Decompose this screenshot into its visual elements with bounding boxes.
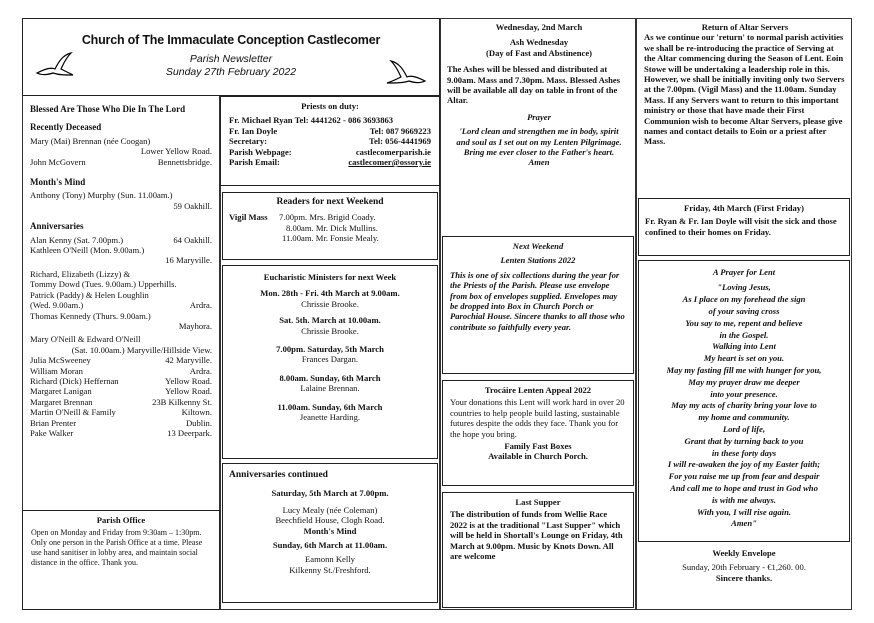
em-slot: Sat. 5th. March at 10.00am. xyxy=(279,315,381,326)
prayer-line: of your saving cross xyxy=(708,306,780,316)
anniversary-place: 16 Maryville. xyxy=(165,255,212,266)
anniversary-name: Brian Prenter xyxy=(30,417,77,428)
em-slot: 8.00am. Sunday, 6th March xyxy=(279,372,381,383)
ash-wednesday-section xyxy=(447,22,631,168)
anniversaries-continued-box xyxy=(222,463,438,603)
last-supper-text: The distribution of funds from Wellie Race 2022 is at the traditional "Last Supper" which will be held in Shortall's Lounge on Friday, 4th March at 9.00pm. Music by Knots Down. All are welcome xyxy=(450,509,623,562)
prayer-line: You say to me, repent and believe xyxy=(685,317,803,328)
anniversary-place: Yellow Road. xyxy=(165,386,212,397)
em-minister: Chrissie Brooke. xyxy=(301,325,359,336)
trocaire-text: Your donations this Lent will work hard in over 20 countries to help people build lasting, sustainable futures despite the odds they face. Thank you for the hope you bring. xyxy=(450,397,625,439)
priest-contact: Fr. Michael Ryan Tel: 4441262 - 086 3693863 xyxy=(229,115,394,126)
vigil-mass-label: Vigil Mass xyxy=(229,212,268,223)
fast-boxes-location: Available in Church Porch. xyxy=(488,451,588,462)
months-mind-name: Anthony (Tony) Murphy (Sun. 11.00am.) xyxy=(30,190,173,201)
email-label: Parish Email: xyxy=(229,157,280,168)
prayer-line: in the Gospel. xyxy=(719,329,769,340)
blessed-heading: Blessed Are Those Who Die In The Lord xyxy=(30,104,186,114)
parish-office-text: Open on Monday and Friday from 9:30am – 1:30pm. Only one person in the Parish Office at a time. Please use hand sanitiser in lobby area, and maintain social distance in the office. Thank you. xyxy=(31,528,203,568)
anniversary-slot: Sunday, 6th March at 11.00am. xyxy=(272,540,388,551)
newsletter-header xyxy=(22,18,440,96)
anniversary-place: Kilkenny St./Freshford. xyxy=(289,564,371,575)
prayer-line: My heart is set on you. xyxy=(703,353,785,364)
newsletter-date: Sunday 27th February 2022 xyxy=(165,66,297,78)
first-friday-heading: Friday, 4th March (First Friday) xyxy=(684,203,804,213)
dove-icon-right xyxy=(383,59,427,89)
last-supper-box xyxy=(442,492,634,608)
secretary-label: Secretary: xyxy=(229,136,268,147)
weekly-envelope-section xyxy=(640,548,848,583)
anniversaries-continued-heading: Anniversaries continued xyxy=(229,470,328,480)
anniversary-name: Margaret Brennan xyxy=(30,396,93,407)
reader-3: 11.00am. Mr. Fonsie Mealy. xyxy=(282,233,379,244)
anniversary-name: Mary O'Neill & Edward O'Neill xyxy=(30,334,141,345)
anniversary-place: Ardra. xyxy=(189,365,212,376)
anniversary-name: Eamonn Kelly xyxy=(305,554,355,565)
weekly-envelope-amount: Sunday, 20th February - €1,260. 00. xyxy=(682,562,806,573)
anniversary-name: Kathleen O'Neill (Mon. 9.00am.) xyxy=(30,245,145,256)
anniversary-place: 13 Deerpark. xyxy=(167,427,212,438)
family-fast-boxes: Family Fast Boxes xyxy=(504,441,572,452)
prayer-line: And call me to hope and trust in God who xyxy=(670,482,818,493)
em-heading: Eucharistic Ministers for next Week xyxy=(263,272,397,282)
anniversary-place: 23B Kilkenny St. xyxy=(152,396,212,407)
anniversary-name: (Wed. 9.00am.) xyxy=(30,300,84,311)
secretary-phone: Tel: 056-4441969 xyxy=(369,136,431,147)
em-slot: Mon. 28th - Fri. 4th March at 9.00am. xyxy=(260,288,400,299)
deceased-place: Bennettsbridge. xyxy=(157,156,212,167)
anniversary-name: Alan Kenny (Sat. 7.00pm.) xyxy=(30,234,124,245)
prayer-line: in these forty days xyxy=(711,447,777,458)
anniversary-name: (Sat. 10.00am.) Maryville/Hillside View. xyxy=(71,344,212,355)
lent-prayer-box xyxy=(638,260,850,542)
next-weekend-box xyxy=(442,236,634,374)
months-mind-heading: Month's Mind xyxy=(30,177,86,188)
prayer-line: With you, I will rise again. xyxy=(697,506,791,517)
ash-wednesday-title: Ash Wednesday xyxy=(509,37,569,48)
weekly-envelope-heading: Weekly Envelope xyxy=(712,548,776,558)
deceased-name: Mary (Mai) Brennan (née Coogan) xyxy=(30,135,151,146)
first-friday-text: Fr. Ryan & Fr. Ian Doyle will visit the sick and those confined to their homes on Friday. xyxy=(645,216,837,237)
priests-box xyxy=(220,96,440,186)
prayer-heading: Prayer xyxy=(527,111,551,122)
anniversary-name: Lucy Mealy (née Coleman) xyxy=(282,504,378,515)
anniversaries-heading: Anniversaries xyxy=(30,221,84,232)
ash-text: The Ashes will be blessed and distributed at 9.00am. Mass and 7.30pm. Mass. Blessed Ashes will be available all day on table in front of the Altar. xyxy=(447,64,621,106)
prayer-line: "Loving Jesus, xyxy=(717,282,771,293)
recently-deceased-heading: Recently Deceased xyxy=(30,122,102,133)
lenten-stations-title: Lenten Stations 2022 xyxy=(500,255,576,266)
em-slot: 11.00am. Sunday, 6th March xyxy=(277,401,383,412)
anniversary-place: Ardra. xyxy=(189,300,212,311)
anniversary-name: Tommy Dowd (Tues. 9.00am.) Upperhills. xyxy=(30,279,177,290)
priest-name: Fr. Ian Doyle xyxy=(229,125,278,136)
readers-box xyxy=(222,192,438,260)
webpage-link[interactable]: castlecomerparish.ie xyxy=(355,146,431,157)
weekly-envelope-thanks: Sincere thanks. xyxy=(715,572,773,583)
anniversary-name: Patrick (Paddy) & Helen Loughlin xyxy=(30,289,149,300)
priest-phone: Tel: 087 9669223 xyxy=(369,125,431,136)
months-mind-heading: Month's Mind xyxy=(303,525,357,536)
prayer-line: May my fasting fill me with hunger for you, xyxy=(666,364,822,375)
lent-prayer-lines xyxy=(643,282,845,530)
anniversary-name: Julia McSweeney xyxy=(30,355,91,366)
anniversary-place: 64 Oakhill. xyxy=(173,234,212,245)
ash-date: Wednesday, 2nd March xyxy=(495,22,583,32)
anniversary-place: 42 Maryville. xyxy=(165,355,212,366)
altar-servers-heading: Return of Altar Servers xyxy=(701,22,789,32)
months-mind-place: 59 Oakhill. xyxy=(173,200,212,211)
em-slot: 7.00pm. Saturday, 5th March xyxy=(276,344,384,355)
first-friday-box xyxy=(638,198,850,256)
parish-office-box xyxy=(22,510,220,610)
deceased-section xyxy=(30,104,212,438)
prayer-line: As I place on my forehead the sign xyxy=(682,294,806,305)
anniversary-name: William Moran xyxy=(30,365,83,376)
prayer-line: Walking into Lent xyxy=(712,341,776,352)
dove-icon xyxy=(35,51,75,81)
prayer-line: Amen" xyxy=(731,518,757,529)
church-title: Church of The Immaculate Conception Castlecomer xyxy=(81,33,381,47)
priests-heading: Priests on duty: xyxy=(301,101,359,111)
parish-office-heading: Parish Office xyxy=(96,515,146,525)
ash-fast-note: (Day of Fast and Abstinence) xyxy=(486,47,592,58)
em-minister: Frances Dargan. xyxy=(301,354,359,365)
deceased-place: Lower Yellow Road. xyxy=(140,146,212,157)
prayer-text: 'Lord clean and strengthen me in body, spirit and soul as I set out on my Lenten Pilgrimage. Bring me ever closer to the Father's heart. Amen xyxy=(456,126,622,168)
prayer-line: May my prayer draw me deeper xyxy=(688,376,800,387)
reader-1: 7.00pm. Mrs. Brigid Coady. xyxy=(279,212,376,223)
prayer-line: May my acts of charity bring your love to xyxy=(671,400,817,411)
em-minister: Chrissie Brooke. xyxy=(301,298,359,309)
lent-prayer-heading: A Prayer for Lent xyxy=(712,267,776,277)
webpage-label: Parish Webpage: xyxy=(229,146,292,157)
newsletter-subtitle: Parish Newsletter xyxy=(189,53,273,65)
anniversary-place: Beechfield House, Clogh Road. xyxy=(275,515,385,526)
altar-servers-text: As we continue our 'return' to normal parish activities we shall be re-introducing the practice of Serving at the Altar commencing during the Season of Lent. Eoin Stowe will be undertaking a leadership role in this. However, we shall be initially inviting only two Servers at the 7.00pm. (Vigil Mass) and the 11.00am. Sunday Mass. If any Servers want to return to this important ministry or those that have made their First Communion wish to become Altar Servers, please give names and contact details to Eoin or a priest after Mass. xyxy=(644,32,845,147)
anniversary-name: Richard, Elizabeth (Lizzy) & xyxy=(30,268,131,279)
last-supper-heading: Last Supper xyxy=(515,497,561,507)
prayer-line: into your presence. xyxy=(710,388,778,399)
eucharistic-ministers-box xyxy=(222,265,438,459)
anniversary-place: Dublin. xyxy=(185,417,212,428)
next-weekend-heading: Next Weekend xyxy=(512,241,564,251)
em-minister: Jeanette Harding. xyxy=(299,412,361,423)
anniversary-place: Kiltown. xyxy=(181,407,212,418)
prayer-line: Grant that by turning back to you xyxy=(684,435,804,446)
email-link[interactable]: castlecomer@ossory.ie xyxy=(348,157,431,168)
altar-servers-section xyxy=(644,22,846,147)
prayer-line: is with me always. xyxy=(712,494,776,505)
trocaire-heading: Trocáire Lenten Appeal 2022 xyxy=(484,385,592,395)
reader-2: 8.00am. Mr. Dick Mullins. xyxy=(286,222,378,233)
anniversary-name: Thomas Kennedy (Thurs. 9.00am.) xyxy=(30,310,151,321)
em-minister: Lalaine Brennan. xyxy=(300,383,360,394)
readers-heading: Readers for next Weekend xyxy=(276,197,384,207)
anniversary-name: Margaret Lanigan xyxy=(30,386,92,397)
anniversary-slot: Saturday, 5th March at 7.00pm. xyxy=(271,488,389,499)
deceased-name: John McGovern xyxy=(30,156,86,167)
anniversary-place: Yellow Road. xyxy=(165,375,212,386)
prayer-line: For you raise me up from fear and despair xyxy=(668,471,820,482)
prayer-line: Lord of life, xyxy=(722,423,766,434)
prayer-line: I will re-awaken the joy of my Easter faith; xyxy=(667,459,821,470)
anniversary-name: Pake Walker xyxy=(30,427,74,438)
next-weekend-text: This is one of six collections during the year for the Priests of the Parish. Please use envelope from box of envelopes supplied. Envelopes may be dropped into Box in Church Porch or Parochial House. Sincere thanks to all those who contribute so faithfully every year. xyxy=(450,269,625,332)
trocaire-box xyxy=(442,380,634,486)
anniversary-name: Martin O'Neill & Family xyxy=(30,407,116,418)
anniversary-name: Richard (Dick) Heffernan xyxy=(30,375,119,386)
anniversary-place: Mayhora. xyxy=(178,320,212,331)
prayer-line: my home and community. xyxy=(698,412,790,423)
